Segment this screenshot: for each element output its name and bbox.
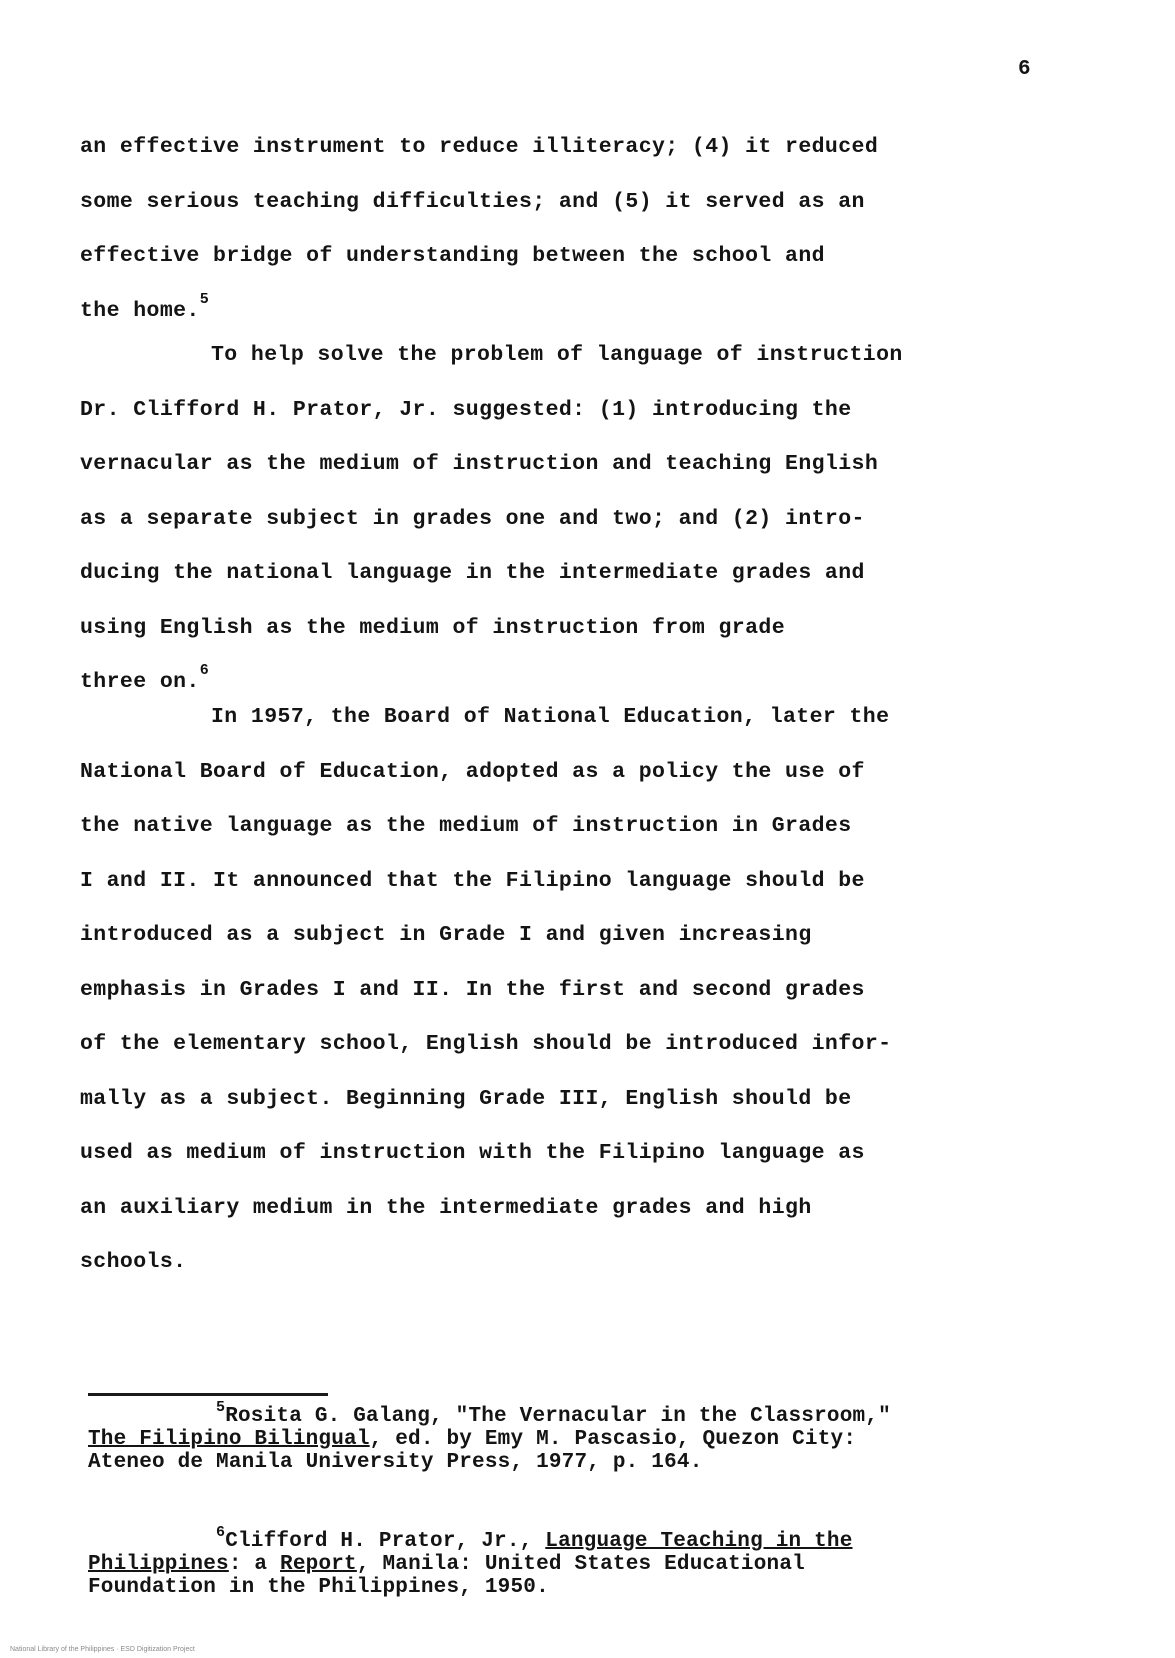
footnote-6 xyxy=(88,1524,1088,1599)
text-line-content: three on. xyxy=(80,670,200,694)
text-line: Dr. Clifford H. Prator, Jr. suggested: (1) introducing the xyxy=(80,397,852,422)
footnote-line: Ateneo de Manila University Press, 1977, p. 164. xyxy=(88,1451,703,1474)
text-line: In 1957, the Board of National Education, later the xyxy=(211,705,890,729)
text-line: I and II. It announced that the Filipino language should be xyxy=(80,868,865,893)
text-line-content: the home. xyxy=(80,298,200,323)
footnote-text: Clifford H. Prator, Jr., xyxy=(225,1530,546,1553)
footnote-line xyxy=(88,1524,1088,1553)
text-line: an auxiliary medium in the intermediate grades and high xyxy=(80,1195,812,1220)
text-line: schools. xyxy=(80,1250,187,1274)
text-line: mally as a subject. Beginning Grade III, English should be xyxy=(80,1086,852,1111)
paragraph-1 xyxy=(80,120,1060,338)
footnote-line xyxy=(88,1428,1088,1451)
footnote-marker: 5 xyxy=(216,1399,226,1416)
text-line: emphasis in Grades I and II. In the first and second grades xyxy=(80,977,865,1002)
paragraph-3 xyxy=(80,690,1060,1290)
footnote-text: , Manila: United States Educational xyxy=(356,1553,805,1576)
footnote-line xyxy=(88,1553,1088,1576)
footnote-text: : a xyxy=(228,1553,281,1576)
text-line: effective bridge of understanding between the school and xyxy=(80,244,825,268)
text-line: used as medium of instruction with the Filipino language as xyxy=(80,1141,865,1165)
text-line: of the elementary school, English should be introduced infor- xyxy=(80,1032,892,1056)
text-line: as a separate subject in grades one and two; and (2) intro- xyxy=(80,506,865,531)
book-title-continued: Philippines xyxy=(88,1553,229,1576)
archive-stamp: National Library of the Philippines · ESD Digitization Project xyxy=(10,1646,195,1653)
text-line: an effective instrument to reduce illiteracy; (4) it reduced xyxy=(80,135,879,159)
footnote-marker: 6 xyxy=(216,1524,226,1541)
text-line: the native language as the medium of instruction in Grades xyxy=(80,814,852,838)
footnote-line: Foundation in the Philippines, 1950. xyxy=(88,1576,549,1599)
text-line: ducing the national language in the intermediate grades and xyxy=(80,561,865,585)
text-line: vernacular as the medium of instruction and teaching English xyxy=(80,452,879,476)
text-line: some serious teaching difficulties; and (5) it served as an xyxy=(80,189,865,214)
report-word: Report xyxy=(280,1553,357,1576)
footnote-reference: 5 xyxy=(199,290,210,308)
book-title: Language Teaching in the xyxy=(545,1530,853,1553)
page-number: 6 xyxy=(1018,58,1031,81)
text-line: To help solve the problem of language of instruction xyxy=(211,343,903,367)
book-title: The Filipino Bilingual xyxy=(88,1428,370,1451)
footnote-separator xyxy=(88,1393,328,1396)
footnote-text: Rosita G. Galang, "The Vernacular in the Classroom," xyxy=(225,1405,891,1428)
footnote-text: , ed. by Emy M. Pascasio, Quezon City: xyxy=(369,1428,857,1451)
text-line: introduced as a subject in Grade I and given increasing xyxy=(80,923,812,947)
text-line: using English as the medium of instruction from grade xyxy=(80,615,786,640)
paragraph-2 xyxy=(80,328,1060,710)
footnote-5 xyxy=(88,1399,1088,1474)
footnote-reference: 6 xyxy=(199,662,210,679)
footnote-line xyxy=(88,1399,1088,1428)
text-line: National Board of Education, adopted as a policy the use of xyxy=(80,759,865,784)
